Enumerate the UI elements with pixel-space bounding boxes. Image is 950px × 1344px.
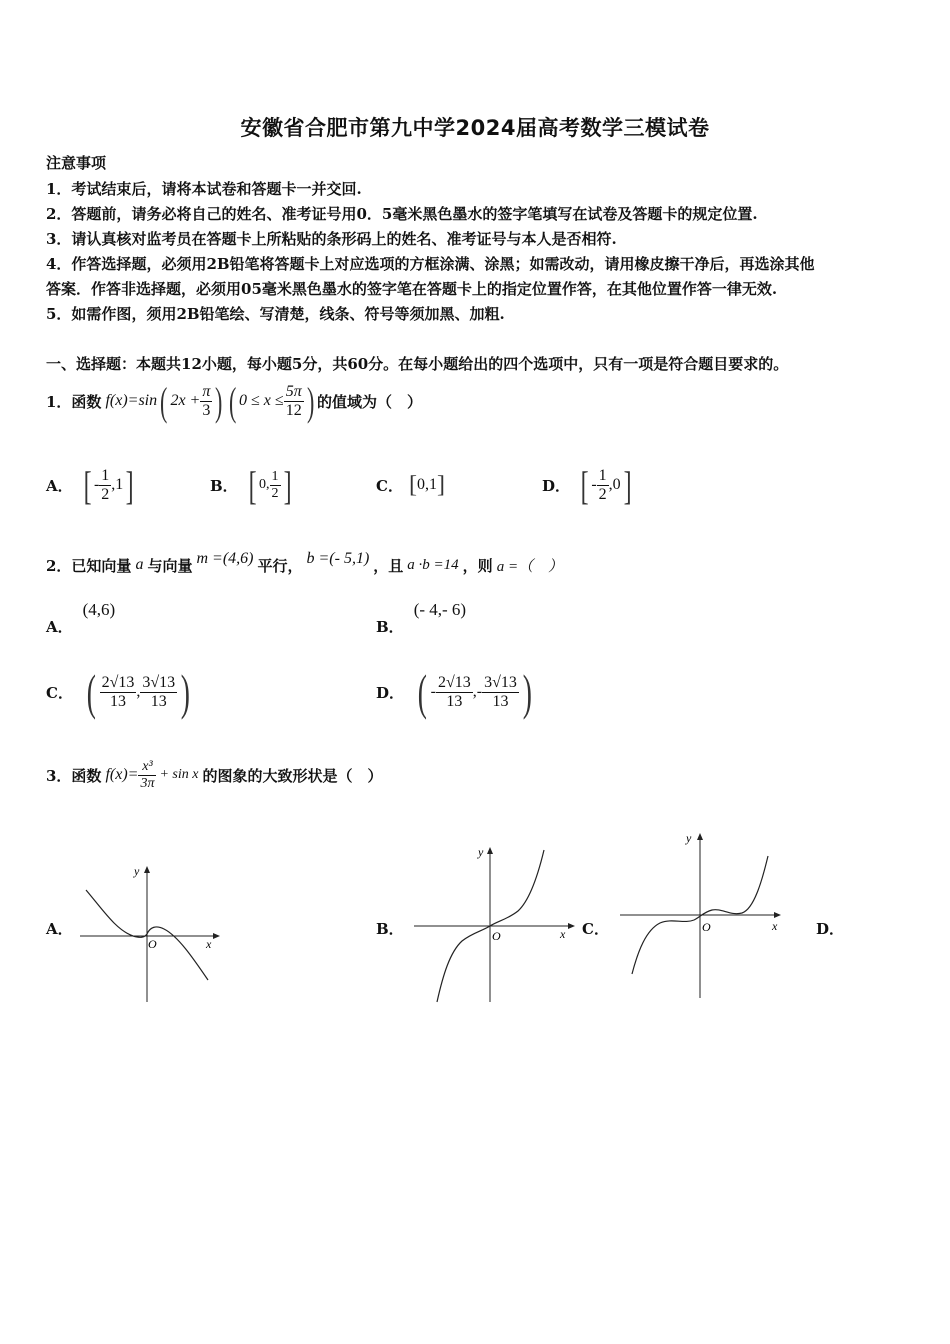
y-label: y (134, 864, 140, 878)
q2-vector-m: m =(4,6) (196, 550, 254, 567)
q1-b-num: 1 (271, 469, 279, 485)
q3-graph-b (410, 840, 582, 1008)
q1-option-c[interactable]: C． [ 0,1 ] (376, 471, 445, 498)
q2-c-d2: 13 (150, 692, 167, 710)
option-label: A． (46, 618, 73, 636)
q2-d-n2: 3√13 (484, 673, 517, 691)
x-axis-arrow-icon (568, 923, 575, 929)
option-label: B． (376, 618, 404, 636)
q2-vector-a: a (135, 556, 144, 573)
q2-option-a[interactable] (46, 600, 115, 640)
q1-c-text: 0,1 (416, 476, 437, 493)
q2-ask: a =（ ） (496, 558, 564, 575)
q2-and: ，且 (373, 556, 404, 575)
option-label: D． (376, 683, 405, 702)
q1-option-a[interactable]: A． [ - $\frac{1}{2}$ ,1 ] (46, 462, 134, 508)
q1-a-post: ,1 (111, 476, 124, 493)
notice-item-4-cont: 答案．作答非选择题，必须用05毫米黑色墨水的签字笔在答题卡上的指定位置作答，在其他位置作答一律无效. (46, 280, 778, 298)
q1-option-b[interactable]: B． [ 0, $\frac{1}{2}$ ] (210, 462, 292, 508)
q1-twelve: 12 (285, 401, 302, 419)
x-label: x (772, 919, 778, 933)
q1-arg: 2x + (170, 392, 201, 409)
q2-c-d1: 13 (110, 692, 126, 710)
x-axis-arrow-icon (774, 912, 781, 918)
q3-option-c[interactable]: C． (582, 920, 609, 938)
question-1: 1．函数 f(x)=sin ( 2x + $\frac{\pi}{3}$ ) ( 0 ≤ x ≤ $\frac{5\pi}{12}$ ) 的值域为（ ） (46, 378, 423, 424)
notice-item-2: 2．答题前，请务必将自己的姓名、准考证号用0．5毫米黑色墨水的签字笔填写在试卷及答题卡的规定位置. (46, 205, 758, 223)
q1-d-den: 2 (598, 485, 607, 503)
q1-a-pre: - (93, 476, 100, 493)
q2-c-n2: 3√13 (142, 673, 176, 691)
option-label: D． (542, 476, 571, 495)
q1-pi: π (202, 382, 211, 400)
y-axis-arrow-icon (697, 833, 703, 840)
q1-a-den: 2 (101, 485, 110, 503)
q3-graph-c (616, 826, 788, 1002)
q2-d-d1: 13 (446, 692, 463, 710)
q1-d-pre: - (591, 476, 597, 493)
q2-b-text: (- 4,- 6) (413, 600, 467, 619)
x-axis-arrow-icon (213, 933, 220, 939)
q1-function: f(x)=sin (105, 392, 158, 409)
origin-label: O (702, 920, 711, 934)
y-label: y (478, 845, 484, 859)
q3-x-cubed: x³ (138, 759, 156, 775)
q1-d-post: ,0 (608, 476, 621, 493)
option-label: B． (210, 476, 238, 495)
q1-tail: 的值域为（ ） (317, 392, 423, 411)
notice-heading: 注意事项 (46, 154, 107, 172)
page-title: 安徽省合肥市第九中学2024届高考数学三模试卷 (240, 116, 710, 140)
q2-then: ，则 (462, 556, 493, 575)
origin-label: O (492, 929, 501, 943)
q2-a-text: (4,6) (82, 600, 116, 619)
origin-label: O (148, 937, 157, 951)
q3-option-a[interactable]: A． (46, 920, 73, 938)
q2-with: 与向量 (147, 556, 193, 575)
q1-domain: 0 ≤ x ≤ (239, 392, 284, 409)
x-label: x (206, 937, 212, 951)
q1-five-pi: 5π (285, 382, 302, 400)
q3-option-b[interactable]: B． (376, 920, 404, 938)
section-heading: 一、选择题：本题共12小题，每小题5分，共60分。在每小题给出的四个选项中，只有一项是符合题目要求的。 (46, 355, 789, 373)
q1-a-num: 1 (101, 466, 110, 484)
question-2 (46, 548, 563, 582)
option-label: C． (46, 683, 73, 702)
q3-three-pi: 3π (140, 775, 155, 791)
q2-d-n1: 2√13 (438, 673, 471, 691)
q2-option-b[interactable] (376, 600, 466, 640)
q2-c-n1: 2√13 (101, 673, 135, 691)
q3-option-d[interactable]: D． (816, 920, 845, 938)
q3-number: 3．函数 (46, 766, 102, 785)
q1-b-den: 2 (271, 485, 279, 501)
option-label: A． (46, 476, 73, 495)
notice-item-5: 5．如需作图，须用2B铅笔绘、写清楚，线条、符号等须加黑、加粗. (46, 305, 505, 323)
q2-option-d[interactable]: D． ( - $\frac{2√13}{13}$ ,- $\frac{3√13}{13}$ ) (376, 664, 532, 720)
q1-d-num: 1 (598, 466, 607, 484)
q2-parallel: 平行， (257, 556, 303, 575)
y-label: y (686, 831, 692, 845)
q3-sin-term: + sin x (159, 767, 199, 782)
q1-three: 3 (202, 401, 211, 419)
q2-d-d2: 13 (492, 692, 509, 710)
q1-number: 1．函数 (46, 392, 102, 411)
notice-item-1: 1．考试结束后，请将本试卷和答题卡一并交回. (46, 180, 362, 198)
q2-dot-product: a ·b =14 (407, 556, 459, 573)
notice-item-4: 4．作答选择题，必须用2B铅笔将答题卡上对应选项的方框涂满、涂黑；如需改动，请用橡皮擦干净后，再选涂其他 (46, 255, 815, 273)
option-label: C． (376, 476, 403, 495)
q1-option-d[interactable]: D． [ - $\frac{1}{2}$ ,0 ] (542, 462, 632, 508)
y-axis-arrow-icon (144, 866, 150, 873)
q3-function: f(x)= (105, 766, 139, 783)
q3-tail: 的图象的大致形状是（ ） (202, 766, 383, 785)
q2-vector-b: b =(- 5,1) (306, 550, 370, 567)
notice-item-3: 3．请认真核对监考员在答题卡上所粘贴的条形码上的姓名、准考证号与本人是否相符. (46, 230, 617, 248)
y-axis-arrow-icon (487, 847, 493, 854)
question-3 (46, 750, 382, 800)
q2-option-c[interactable]: C． ( $\frac{2√13}{13}$ , $\frac{3√13}{13}$ ) (46, 664, 191, 720)
q2-number: 2．已知向量 (46, 556, 132, 575)
q1-b-pre: 0, (259, 477, 270, 492)
q3-graph-a (78, 858, 228, 1008)
x-label: x (560, 927, 566, 941)
